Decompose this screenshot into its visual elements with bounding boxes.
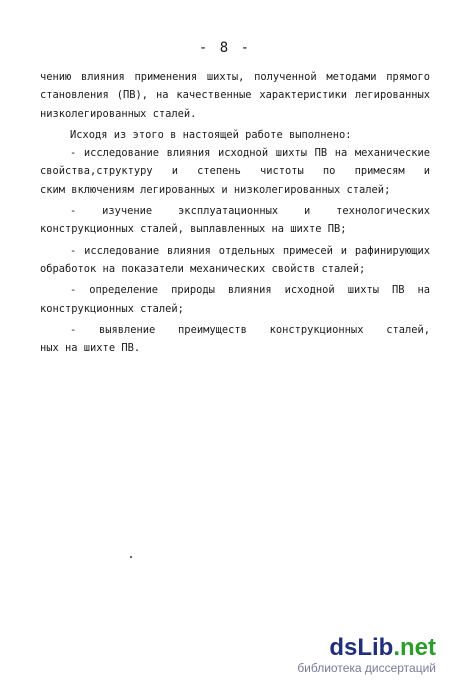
text-line: ским включениям легированных и низколегированных сталей; bbox=[40, 183, 391, 196]
watermark-logo bbox=[297, 635, 436, 661]
text-line: становления (ПВ), на качественные характеристики легированных bbox=[40, 89, 430, 102]
stray-dot bbox=[130, 556, 132, 558]
text-line: Исходя из этого в настоящей работе выполнено: bbox=[70, 128, 352, 141]
text-line: конструкционных сталей, выплавленных на шихте ПВ; bbox=[40, 223, 347, 236]
text-line: - выявление преимуществ конструкционных сталей, bbox=[70, 323, 430, 336]
page-number: - 8 - bbox=[198, 40, 252, 56]
text-line: низколегированных сталей. bbox=[40, 107, 197, 120]
text-line: ных на шихте ПВ. bbox=[40, 342, 141, 355]
text-line: чению влияния применения шихты, полученной методами прямого bbox=[40, 71, 430, 83]
watermark-logo-main: dsLib bbox=[329, 634, 394, 661]
document-body bbox=[40, 68, 430, 357]
text-line: свойства,структуру и степень чистоты по примесям и bbox=[40, 165, 430, 178]
text-line: конструкционных сталей; bbox=[40, 302, 184, 315]
text-line: - определение природы влияния исходной шихты ПВ на bbox=[70, 284, 430, 297]
text-line: обработок на показатели механических свойств сталей; bbox=[40, 262, 366, 275]
text-line: - исследование влияния отдельных примесей и рафинирующих bbox=[70, 244, 430, 257]
watermark-subtitle: библиотека диссертаций bbox=[297, 661, 436, 675]
text-line: - изучение эксплуатационных и технологических bbox=[70, 205, 430, 218]
watermark-logo-tld: .net bbox=[393, 634, 436, 661]
watermark bbox=[297, 635, 436, 675]
text-line: - исследование влияния исходной шихты ПВ на механические bbox=[70, 147, 430, 160]
